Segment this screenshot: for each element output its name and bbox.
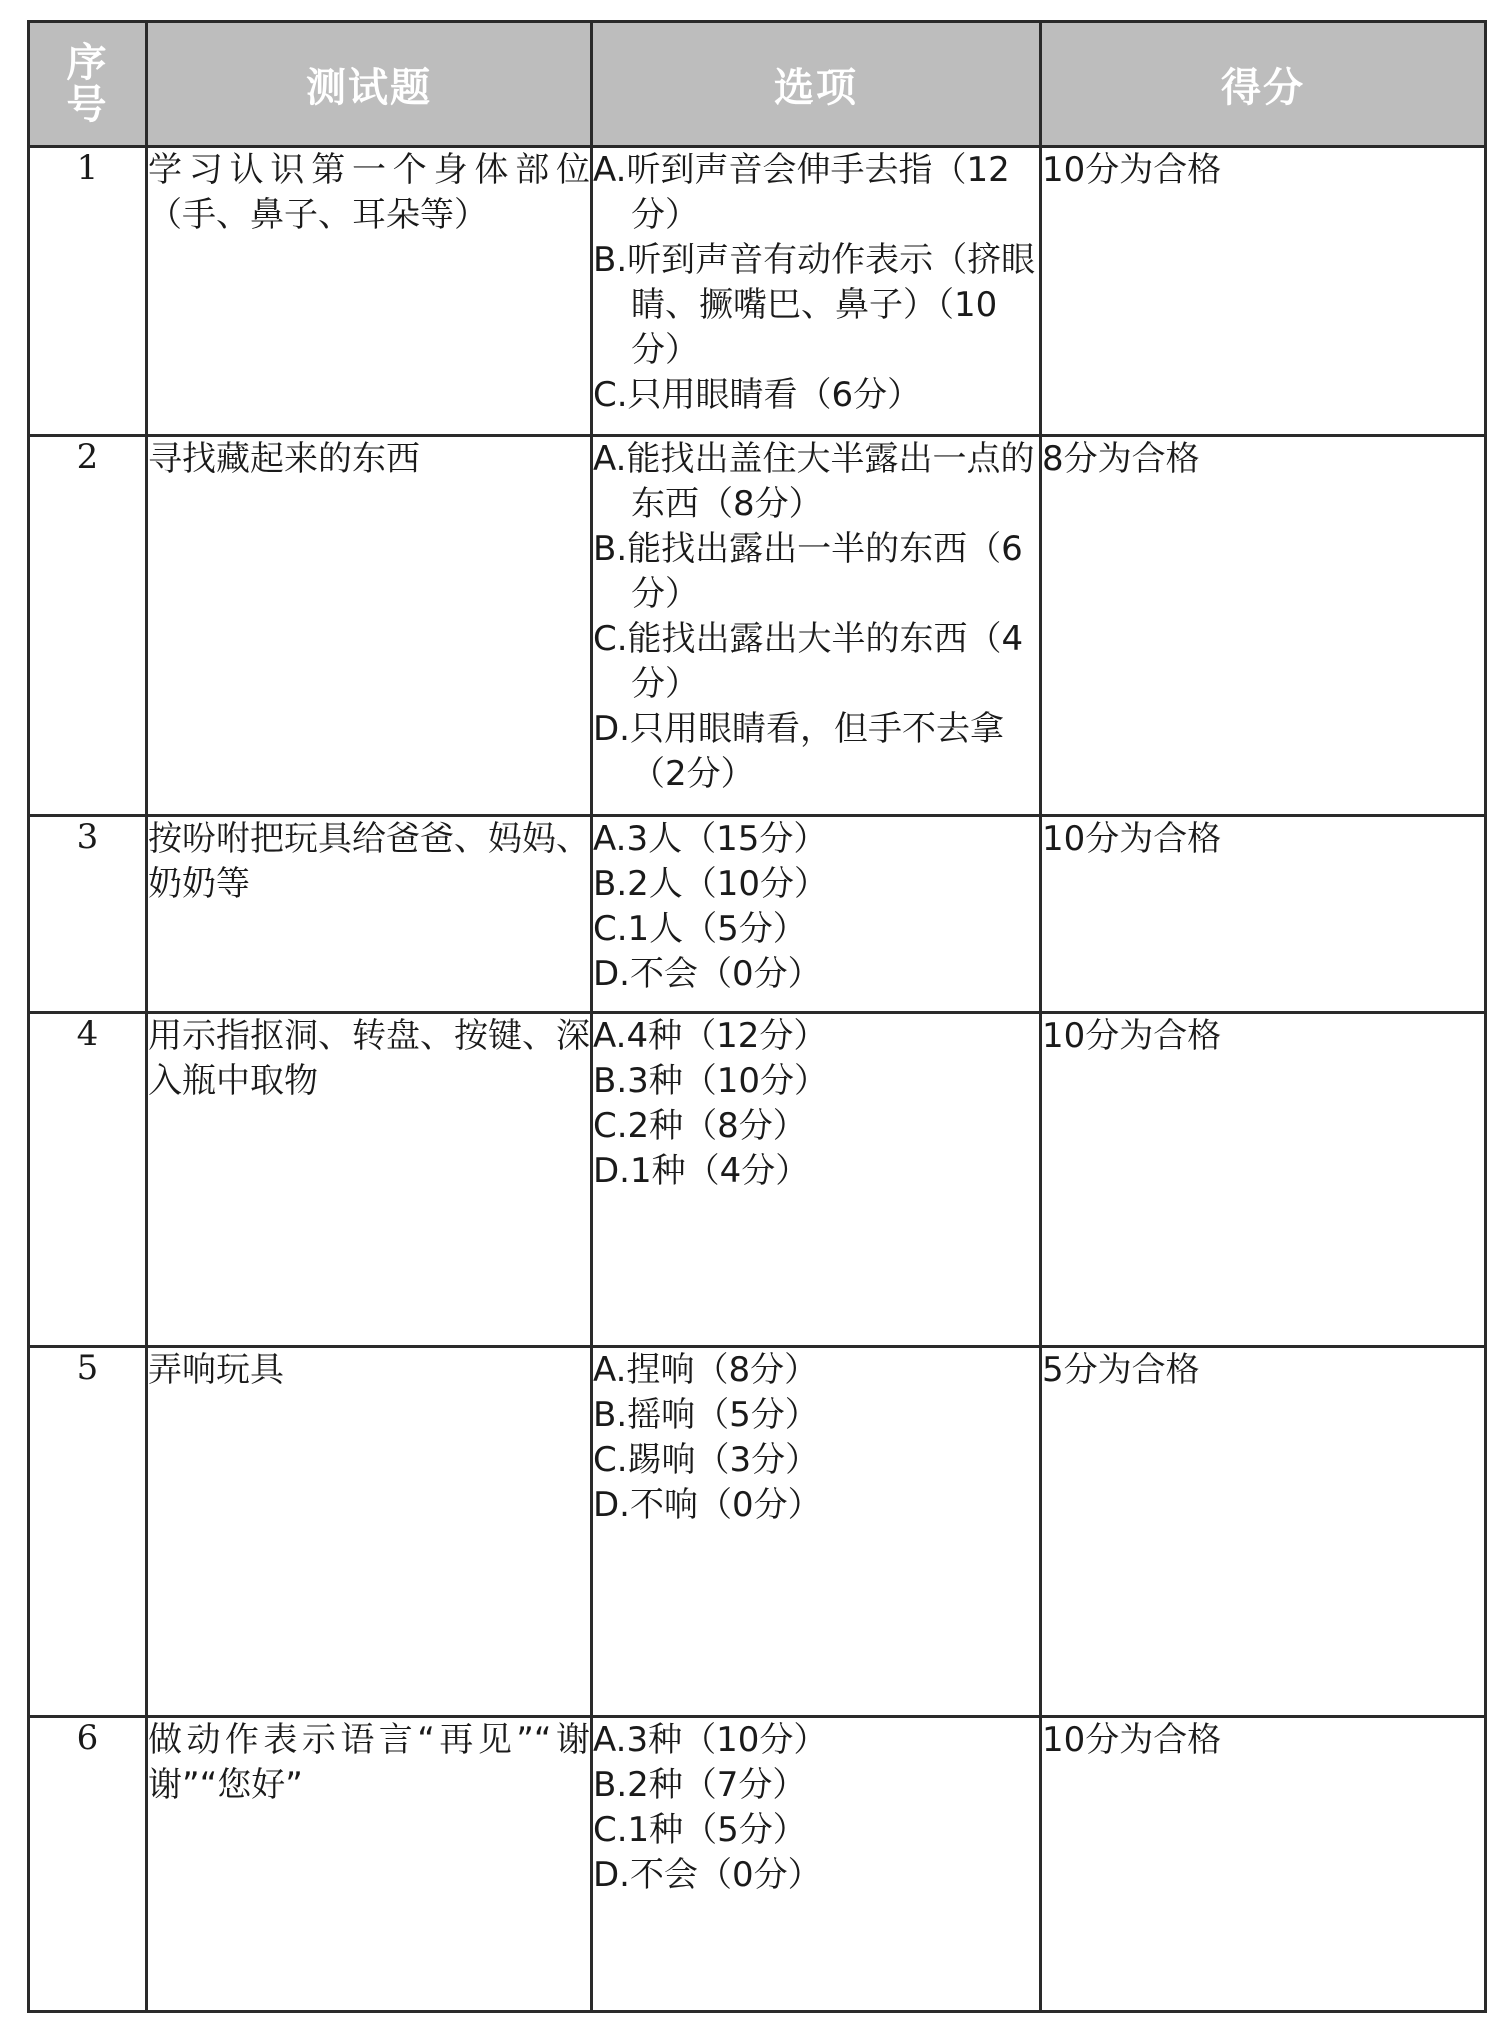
row-question: 用示指抠洞、转盘、按键、深入瓶中取物 — [147, 1013, 592, 1347]
row-options — [592, 147, 1041, 436]
option-item: C.只用眼睛看（6分） — [593, 375, 922, 415]
option-item: B.2人（10分） — [593, 864, 829, 904]
table-row — [29, 1013, 1486, 1347]
table-row — [29, 1717, 1486, 2012]
row-pass-score: 10分为合格 — [1041, 816, 1486, 1013]
option-item: A.听到声音会伸手去指（12分） — [593, 150, 1010, 235]
row-number: 1 — [29, 147, 147, 436]
option-item: C.踢响（3分） — [593, 1440, 820, 1480]
header-number — [29, 22, 147, 147]
option-item: D.不响（0分） — [593, 1485, 822, 1525]
row-question: 寻找藏起来的东西 — [147, 436, 592, 816]
option-item: D.不会（0分） — [593, 954, 822, 994]
option-item: C.能找出露出大半的东西（4分） — [593, 619, 1024, 704]
header-options: 选项 — [592, 22, 1041, 147]
option-item: B.摇响（5分） — [593, 1395, 819, 1435]
table-row — [29, 147, 1486, 436]
header-question: 测试题 — [147, 22, 592, 147]
row-options — [592, 1347, 1041, 1717]
row-options — [592, 816, 1041, 1013]
row-question: 做动作表示语言“再见”“谢谢”“您好” — [147, 1717, 592, 2012]
option-item: A.能找出盖住大半露出一点的东西（8分） — [593, 439, 1035, 524]
option-item: B.2种（7分） — [593, 1765, 807, 1805]
option-item: A.捏响（8分） — [593, 1350, 819, 1390]
option-item: B.能找出露出一半的东西（6分） — [593, 529, 1023, 614]
row-number: 3 — [29, 816, 147, 1013]
table-row — [29, 1347, 1486, 1717]
row-options — [592, 1013, 1041, 1347]
header-score: 得分 — [1041, 22, 1486, 147]
table-row — [29, 816, 1486, 1013]
header-row — [29, 22, 1486, 147]
table-row — [29, 436, 1486, 816]
option-item: A.3种（10分） — [593, 1720, 828, 1760]
option-item: D.只用眼睛看，但手不去拿（2分） — [593, 709, 1004, 794]
row-number: 6 — [29, 1717, 147, 2012]
assessment-table — [27, 20, 1487, 2013]
header-number-line1: 序 — [66, 40, 109, 86]
option-item: B.听到声音有动作表示（挤眼睛、撅嘴巴、鼻子）（10分） — [593, 240, 1036, 370]
row-pass-score: 10分为合格 — [1041, 1717, 1486, 2012]
option-item: D.不会（0分） — [593, 1855, 822, 1895]
option-item: A.4种（12分） — [593, 1016, 828, 1056]
row-number: 5 — [29, 1347, 147, 1717]
row-pass-score: 5分为合格 — [1041, 1347, 1486, 1717]
option-item: A.3人（15分） — [593, 819, 828, 859]
row-pass-score: 10分为合格 — [1041, 1013, 1486, 1347]
row-pass-score: 10分为合格 — [1041, 147, 1486, 436]
option-item: B.3种（10分） — [593, 1061, 829, 1101]
row-question: 学习认识第一个身体部位（手、鼻子、耳朵等） — [147, 147, 592, 436]
row-number: 4 — [29, 1013, 147, 1347]
row-question: 弄响玩具 — [147, 1347, 592, 1717]
row-number: 2 — [29, 436, 147, 816]
row-options — [592, 1717, 1041, 2012]
row-options — [592, 436, 1041, 816]
header-number-line2: 号 — [66, 82, 109, 128]
option-item: D.1种（4分） — [593, 1151, 810, 1191]
option-item: C.1种（5分） — [593, 1810, 807, 1850]
option-item: C.1人（5分） — [593, 909, 807, 949]
option-item: C.2种（8分） — [593, 1106, 807, 1146]
row-question: 按吩咐把玩具给爸爸、妈妈、奶奶等 — [147, 816, 592, 1013]
row-pass-score: 8分为合格 — [1041, 436, 1486, 816]
